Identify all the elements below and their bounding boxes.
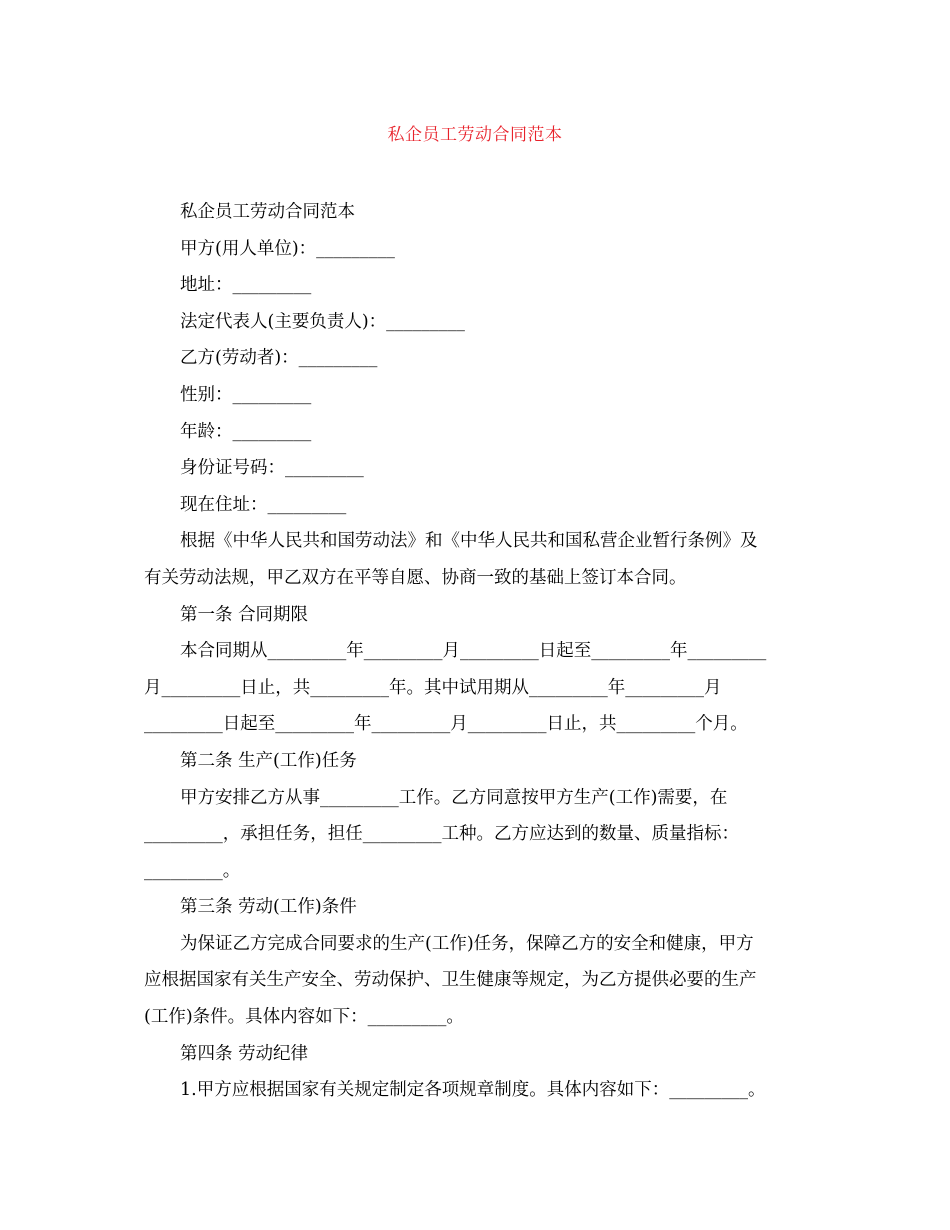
article-1-line-1: 本合同期从_________年_________月_________日起至_________年_________ — [180, 641, 767, 662]
address-field: 地址：_________ — [180, 275, 312, 296]
article-2-heading: 第二条 生产(工作)任务 — [180, 750, 357, 771]
body-heading: 私企员工劳动合同范本 — [180, 202, 355, 222]
article-2-line-1: 甲方安排乙方从事_________工作。乙方同意按甲方生产(工作)需要，在 — [180, 787, 728, 808]
article-4-item-1: 1.甲方应根据国家有关规定制定各项规章制度。具体内容如下：_________。 — [180, 1080, 766, 1101]
current-address-field: 现在住址：_________ — [180, 494, 347, 515]
article-2-line-3: _________。 — [144, 860, 241, 881]
article-1-line-2: 月_________日止，共_________年。其中试用期从_________年_________月 — [144, 677, 722, 698]
article-1-heading: 第一条 合同期限 — [180, 604, 309, 625]
party-a-field: 甲方(用人单位)：_________ — [180, 238, 395, 259]
age-field: 年龄：_________ — [180, 421, 312, 442]
preamble-line-1: 根据《中华人民共和国劳动法》和《中华人民共和国私营企业暂行条例》及 — [180, 531, 758, 552]
document-body — [144, 194, 806, 1109]
article-3-line-2: 应根据国家有关生产安全、劳动保护、卫生健康等规定，为乙方提供必要的生产 — [144, 970, 757, 991]
article-3-line-3: (工作)条件。具体内容如下：_________。 — [144, 1007, 464, 1028]
article-1-line-3: _________日起至_________年_________月_________日止，共_________个月。 — [144, 714, 748, 735]
article-2-line-2: _________，承担任务，担任_________工种。乙方应达到的数量、质量指标： — [144, 824, 739, 845]
legal-representative-field: 法定代表人(主要负责人)：_________ — [180, 311, 465, 332]
gender-field: 性别：_________ — [180, 384, 312, 405]
preamble-line-2: 有关劳动法规，甲乙双方在平等自愿、协商一致的基础上签订本合同。 — [144, 567, 687, 588]
id-number-field: 身份证号码：_________ — [180, 458, 364, 479]
document-title: 私企员工劳动合同范本 — [387, 125, 563, 145]
article-4-heading: 第四条 劳动纪律 — [180, 1043, 309, 1064]
article-3-heading: 第三条 劳动(工作)条件 — [180, 897, 357, 918]
article-3-line-1: 为保证乙方完成合同要求的生产(工作)任务，保障乙方的安全和健康，甲方 — [180, 933, 754, 954]
party-b-field: 乙方(劳动者)：_________ — [180, 348, 378, 369]
